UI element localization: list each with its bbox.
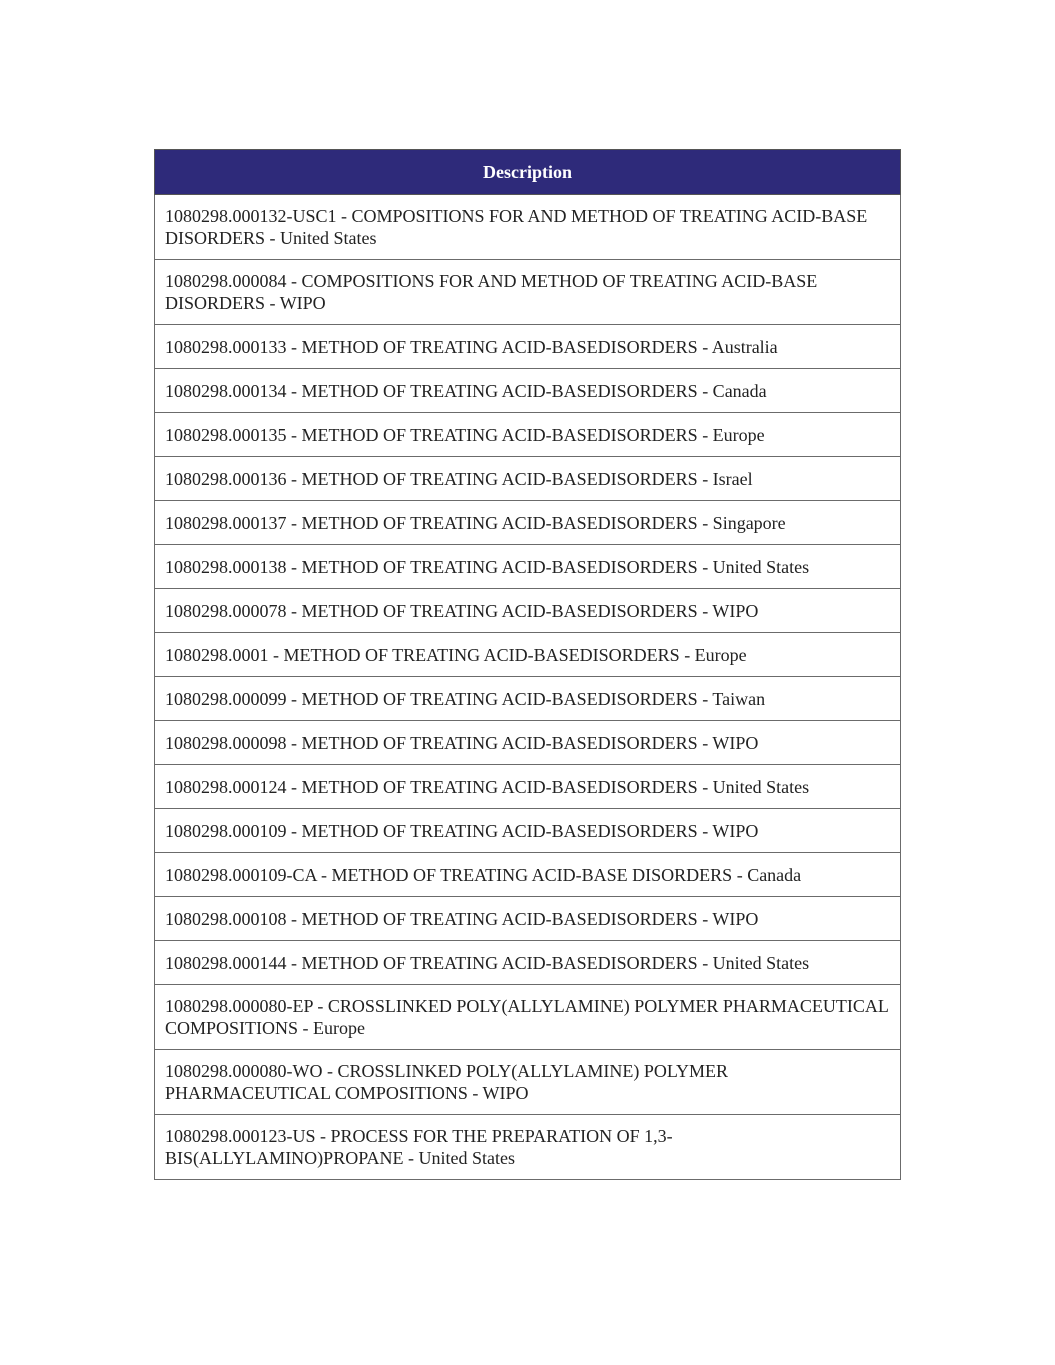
table-row xyxy=(155,897,901,941)
table-cell: 1080298.000133 - METHOD OF TREATING ACID-BASEDISORDERS - Australia xyxy=(155,325,901,369)
table-row xyxy=(155,457,901,501)
table-cell: 1080298.000109 - METHOD OF TREATING ACID-BASEDISORDERS - WIPO xyxy=(155,809,901,853)
table-row xyxy=(155,765,901,809)
table-cell: 1080298.000136 - METHOD OF TREATING ACID-BASEDISORDERS - Israel xyxy=(155,457,901,501)
table-cell: 1080298.000098 - METHOD OF TREATING ACID-BASEDISORDERS - WIPO xyxy=(155,721,901,765)
table-row xyxy=(155,985,901,1050)
table-cell: 1080298.000138 - METHOD OF TREATING ACID-BASEDISORDERS - United States xyxy=(155,545,901,589)
table-cell: 1080298.000134 - METHOD OF TREATING ACID-BASEDISORDERS - Canada xyxy=(155,369,901,413)
table-row xyxy=(155,260,901,325)
table-cell: 1080298.000123-US - PROCESS FOR THE PREPARATION OF 1,3-BIS(ALLYLAMINO)PROPANE - United States xyxy=(155,1115,901,1180)
table-row xyxy=(155,809,901,853)
table-row xyxy=(155,1115,901,1180)
table-cell: 1080298.000144 - METHOD OF TREATING ACID-BASEDISORDERS - United States xyxy=(155,941,901,985)
table-cell: 1080298.000109-CA - METHOD OF TREATING ACID-BASE DISORDERS - Canada xyxy=(155,853,901,897)
table-row xyxy=(155,589,901,633)
table-cell: 1080298.000080-EP - CROSSLINKED POLY(ALLYLAMINE) POLYMER PHARMACEUTICAL COMPOSITIONS - Europe xyxy=(155,985,901,1050)
table-cell: 1080298.000099 - METHOD OF TREATING ACID-BASEDISORDERS - Taiwan xyxy=(155,677,901,721)
table-cell: 1080298.000135 - METHOD OF TREATING ACID-BASEDISORDERS - Europe xyxy=(155,413,901,457)
table-row xyxy=(155,633,901,677)
table-cell: 1080298.000137 - METHOD OF TREATING ACID-BASEDISORDERS - Singapore xyxy=(155,501,901,545)
table-row xyxy=(155,369,901,413)
table-row xyxy=(155,545,901,589)
table-cell: 1080298.000108 - METHOD OF TREATING ACID-BASEDISORDERS - WIPO xyxy=(155,897,901,941)
table-row xyxy=(155,721,901,765)
table-row xyxy=(155,413,901,457)
table-cell: 1080298.0001 - METHOD OF TREATING ACID-BASEDISORDERS - Europe xyxy=(155,633,901,677)
table-row xyxy=(155,501,901,545)
description-table xyxy=(154,149,901,1180)
table-row xyxy=(155,853,901,897)
table-cell: 1080298.000124 - METHOD OF TREATING ACID-BASEDISORDERS - United States xyxy=(155,765,901,809)
table-row xyxy=(155,941,901,985)
table-row xyxy=(155,677,901,721)
table-row xyxy=(155,1050,901,1115)
table-header-row xyxy=(155,150,901,195)
column-header-description: Description xyxy=(155,150,901,195)
table-row xyxy=(155,195,901,260)
table-row xyxy=(155,325,901,369)
table-cell: 1080298.000078 - METHOD OF TREATING ACID-BASEDISORDERS - WIPO xyxy=(155,589,901,633)
table-cell: 1080298.000132-USC1 - COMPOSITIONS FOR AND METHOD OF TREATING ACID-BASE DISORDERS - United States xyxy=(155,195,901,260)
table-cell: 1080298.000080-WO - CROSSLINKED POLY(ALLYLAMINE) POLYMER PHARMACEUTICAL COMPOSITIONS - WIPO xyxy=(155,1050,901,1115)
table-cell: 1080298.000084 - COMPOSITIONS FOR AND METHOD OF TREATING ACID-BASE DISORDERS - WIPO xyxy=(155,260,901,325)
